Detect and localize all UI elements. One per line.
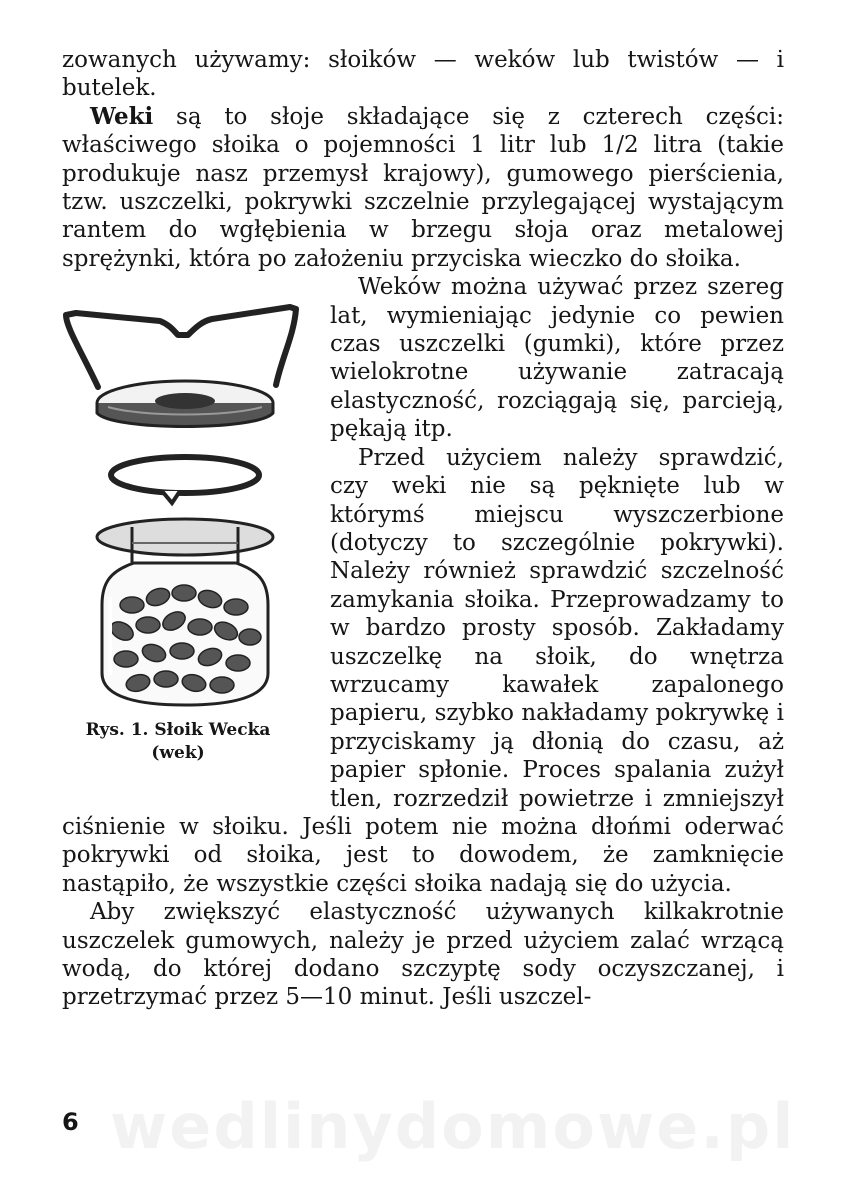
spring-clip-icon <box>66 307 296 387</box>
paragraph-2-text: są to słoje składające się z czterech części: właściwego słoika o pojemności 1 litr lub 1/2 litra (takie produkuje nasz przemysł krajowy), gumowego pierścienia, tzw. uszczelki, pokrywki szczelnie przylegającej wystającym rantem do wgłębienia w brzegu słoja oraz metalowej sprężynki, która po założeniu przyciska wieczko do słoika. <box>62 103 784 272</box>
page-body <box>62 46 784 1012</box>
watermark: wedlinydomowe.pl <box>110 1090 796 1163</box>
paragraph-5: Aby zwiększyć elastyczność używanych kilkakrotnie uszczelek gumowych, należy je przed użyciem zalać wrzącą wodą, do której dodano szczyptę sody oczyszczanej, i przetrzymać przez 5—10 minut. Jeśli uszczel- <box>62 899 784 1011</box>
jar-drawing <box>62 275 310 715</box>
figure-caption: Rys. 1. Słoik Wecka (wek) <box>85 720 271 764</box>
page-number: 6 <box>62 1108 79 1136</box>
rubber-seal-icon <box>111 457 259 503</box>
jar-icon <box>97 519 273 705</box>
paragraph-4: Przed użyciem należy sprawdzić, czy weki nie są pęknięte lub w którymś miejscu wyszczerbione (dotyczy to szczególnie pokrywki). Należy również sprawdzić szczelność zamykania słoika. Przeprowadzamy to w bardzo prosty sposób. Zakładamy uszczelkę na słoik, do wnętrza wrzucamy kawałek zapalonego papieru, szybko nakładamy pokrywkę i przyciskamy ją dłonią do czasu, aż papier spłonie. Proces spalania zużył tlen, rozrzedził powietrze i zmniejszył ciśnienie w słoiku. Jeśli potem nie można dłońmi oderwać pokrywki od słoika, jest to dowodem, że zamknięcie nastąpiło, że wszystkie części słoika nadają się do użycia. <box>62 444 784 897</box>
paragraph-1: zowanych używamy: słoików — weków lub twistów — i butelek. <box>62 47 784 102</box>
figure-jar-illustration <box>62 275 310 799</box>
lid-icon <box>97 381 273 427</box>
paragraph-3: Weków można używać przez szereg lat, wymieniając jedynie co pewien czas uszczelki (gumki), które przez wielokrotne używanie zatracają elastyczność, rozciągają się, parcieją, pękają itp. <box>330 274 784 443</box>
paragraph-2 <box>62 103 784 273</box>
term-weki: Weki <box>90 102 154 130</box>
